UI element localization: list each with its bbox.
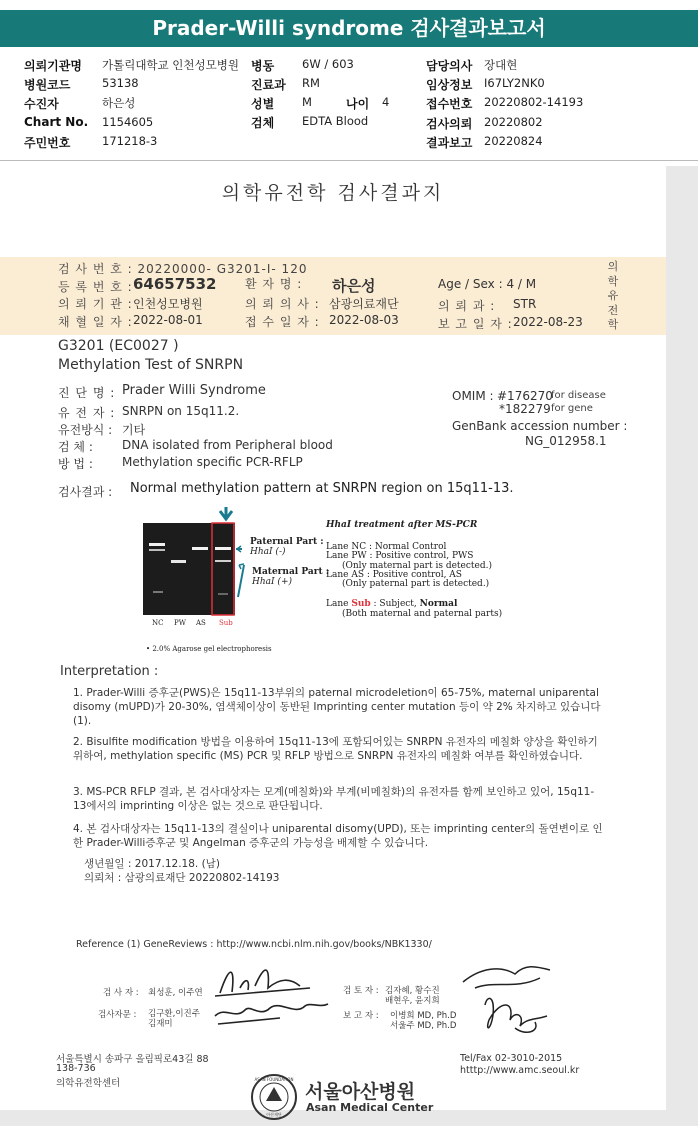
report-date-value: 20220824 [484,134,543,148]
receive-label: 접 수 일 자 : [245,315,320,329]
website: htttp://www.amc.seoul.kr [460,1065,580,1076]
legend-line-1: Lane NC : Normal Control [326,542,447,552]
doctor-value: 장대현 [484,58,518,72]
hospital-code-label: 병원코드 [24,78,71,92]
interpretation-title: Interpretation : [60,664,159,679]
legend-sub-prefix: Lane [326,599,352,609]
omim-gene: *182279 [499,402,551,416]
reporter-value-2: 서울주 MD, Ph.D [390,1021,457,1031]
reference: Reference (1) GeneReviews : http://www.ncbi.nlm.nih.gov/books/NBK1330/ [76,939,432,950]
report-date-label: 결과보고 [426,136,473,150]
advisor-label: 검사자문 : [98,1010,137,1020]
collect-label: 채 혈 일 자 : [58,315,133,329]
advisor-value-1: 김구환,이진주 [148,1009,200,1019]
omim-disease-note: for disease [551,390,606,401]
age-label: 나이 [346,97,370,111]
band-patient-label: 환 자 명 : [245,277,303,291]
age-sex: Age / Sex : 4 / M [438,277,537,291]
band-report-label: 보 고 일 자 : [438,317,513,331]
side-vertical-text: 의학유전학 [607,260,619,331]
ward-value: 6W / 603 [302,57,354,71]
band-nc-paternal [149,543,165,546]
interp-item-4: 4. 본 검사대상자는 15q11-13의 결실이나 uniparental disomy(UPD), 또는 imprinting center의 돌연변이로 인한 Prader-Willi증후군 및 Angelman 증후군의 가능성을 배제할 수 있습니다. [73,823,603,849]
method-value: Methylation specific PCR-RFLP [122,455,303,469]
legend-sub-mid: : Subject, [370,599,420,609]
advisor-value-2: 김재미 [148,1019,173,1029]
patient-value: 하은성 [102,96,136,110]
genbank-value: NG_012958.1 [525,434,607,448]
band-as-paternal [192,547,208,550]
clinical-info-label: 임상정보 [426,78,473,92]
subject-lane-highlight [212,523,234,615]
result-value: Normal methylation pattern at SNRPN region on 15q11-13. [130,481,514,496]
inherit-value: 기타 [122,423,146,437]
receipt-no-label: 접수번호 [426,97,473,111]
requester: 의뢰처 : 삼광의료재단 20220802-14193 [84,872,280,884]
reporter-value-1: 이병희 MD, Ph.D [390,1011,457,1021]
doc-title: 의학유전학 검사결과지 [221,182,445,204]
test-code: G3201 (EC0027 ) [58,338,179,354]
omim-label: OMIM : [452,389,494,403]
legend-line-2: Lane PW : Positive control, PWS [326,551,474,561]
maternal-sub: HhaI (+) [252,577,292,587]
lane-label-sub: Sub [219,619,233,627]
institution-value: 가톨릭대학교 인천성모병원 [102,58,239,72]
sex-label: 성별 [251,97,275,111]
maternal-label: Maternal Part : [252,567,330,577]
resident-no-value: 171218-3 [102,134,158,148]
band-doctor-value: 삼광의료재단 [329,297,399,311]
lane-label-pw: PW [174,619,186,627]
seal-text: ASAN FOUNDATION [254,1077,294,1082]
specimen-value: EDTA Blood [302,114,369,128]
legend-subject-line [326,599,457,609]
down-arrow-icon [220,507,232,519]
specimen-type-value: DNA isolated from Peripheral blood [122,438,333,452]
diag-value: Prader Willi Syndrome [122,383,266,398]
omim-disease: #176270 [497,389,553,403]
birth-date: 생년월일 : 2017.12.18. (남) [84,858,220,870]
band-pw-maternal [171,560,186,563]
request-value: 20220802 [484,115,543,129]
paternal-label: Paternal Part : [250,537,324,547]
result-label: 검사결과 : [58,485,113,499]
band-inst-label: 의 뢰 기 관 : [58,297,133,311]
legend-sub-word: Sub [351,599,371,609]
header-divider [0,160,698,161]
reviewer-value-2: 배현우, 윤지희 [385,996,440,1006]
inherit-label: 유전방식 : [58,423,113,437]
band-report-value: 2022-08-23 [513,315,583,329]
reviewer-label: 검 토 자 : [343,986,379,996]
legend-sub-note: (Both maternal and paternal parts) [342,609,503,619]
legend-line-4: Lane AS : Positive control, AS [326,570,462,580]
reporter-label: 보 고 자 : [343,1011,379,1021]
lane-label-nc: NC [152,619,164,627]
interp-item-2: 2. Bisulfite modification 방법을 이용하여 15q11-13에 포함되어있는 SNRPN 유전자의 메칠화 양상을 확인하기 위하여, methylation specific (MS) PCR 및 RFLP 방법으로 SNRPN 유전자의 메칠화 여부를 확인하였습니다. [73,736,598,762]
paternal-sub: HhaI (-) [250,547,286,557]
omim-gene-note: for gene [551,403,593,414]
genbank-label: GenBank accession number : [452,419,628,433]
report-title: Prader-Willi syndrome 검사결과보고서 [152,16,546,40]
test-number: 검 사 번 호 : 20220000- G3201-I- 120 [58,262,308,276]
diag-label: 진 단 명 : [58,386,116,400]
reg-no-label: 등 록 번 호 : [58,280,133,294]
address-line-1: 서울특별시 송파구 올림픽로43길 88 [56,1054,209,1065]
band-patient-value: 하은성 [332,277,376,295]
sex-value: M [302,95,312,109]
tester-value: 최성훈, 이주연 [148,988,203,998]
band-doctor-label: 의 뢰 의 사 : [245,297,320,311]
institution-label: 의뢰기관명 [24,59,82,73]
gene-value: SNRPN on 15q11.2. [122,404,240,418]
method-label: 방 법 : [58,457,93,471]
reg-no-value: 64657532 [133,275,217,293]
tel-fax: Tel/Fax 02-3010-2015 [460,1053,563,1064]
address-line-2: 138-736 [56,1063,96,1074]
receive-value: 2022-08-03 [329,313,399,327]
tester-label: 검 사 자 : [103,988,139,998]
legend-title: HhaI treatment after MS-PCR [326,520,478,530]
specimen-label: 검체 [251,116,275,130]
clinical-info-value: I67LY2NK0 [484,76,545,90]
department-label: 진료과 [251,78,286,92]
request-label: 검사의뢰 [426,117,473,131]
seal-sub-text: 아산재단 [266,1112,282,1117]
band-sub-paternal [215,547,231,550]
signature-tester [210,958,335,1030]
chart-no-label: Chart No. [24,115,89,129]
reviewer-value-1: 김자혜, 황수진 [385,986,440,996]
band-ref-label: 의 뢰 과 : [438,299,496,313]
age-value: 4 [382,95,390,109]
legend-line-3: (Only maternal part is detected.) [342,561,492,571]
collect-value: 2022-08-01 [133,313,203,327]
band-ref-value: STR [513,297,537,311]
receipt-no-value: 20220802-14193 [484,95,584,109]
specimen-type-label: 검 체 : [58,440,93,454]
chart-no-value: 1154605 [102,115,154,129]
hospital-logo-english: Asan Medical Center [306,1101,434,1114]
band-inst-value: 인천성모병원 [133,297,203,311]
hospital-logo-korean: 서울아산병원 [305,1081,416,1103]
hospital-code-value: 53138 [102,76,139,90]
lane-label-as: AS [196,619,206,627]
interp-item-3: 3. MS-PCR RFLP 결과, 본 검사대상자는 모계(메칠화)와 부계(비메칠화)의 유전자를 함께 보인하고 있어, 15q11-13에서의 imprinting 이상은 없는 것으로 판단됩니다. [73,786,595,812]
test-name: Methylation Test of SNRPN [58,357,244,373]
asan-foundation-seal-icon [250,1073,298,1121]
legend-sub-bold: Normal [419,599,458,609]
signature-reviewer [455,960,570,1040]
ward-label: 병동 [251,59,275,73]
interp-item-1: 1. Prader-Willi 증후군(PWS)은 15q11-13부위의 paternal microdeletion이 65-75%, maternal uniparental disomy (mUPD)가 20-30%, 염색체이상이 동반된 Imprinting center mutation 등이 약 2% 차지하고 있습니다 (1). [73,687,601,727]
patient-label: 수진자 [24,97,59,111]
scan-margin [666,166,698,1110]
legend-line-5: (Only paternal part is detected.) [342,579,490,589]
gene-label: 유 전 자 : [58,406,116,420]
address-line-3: 의학유전학센터 [56,1078,121,1089]
resident-no-label: 주민번호 [24,136,71,150]
gel-caption: • 2.0% Agarose gel electrophoresis [146,645,272,653]
department-value: RM [302,76,320,90]
band-sub-maternal [215,560,231,562]
doctor-label: 담당의사 [426,59,473,73]
